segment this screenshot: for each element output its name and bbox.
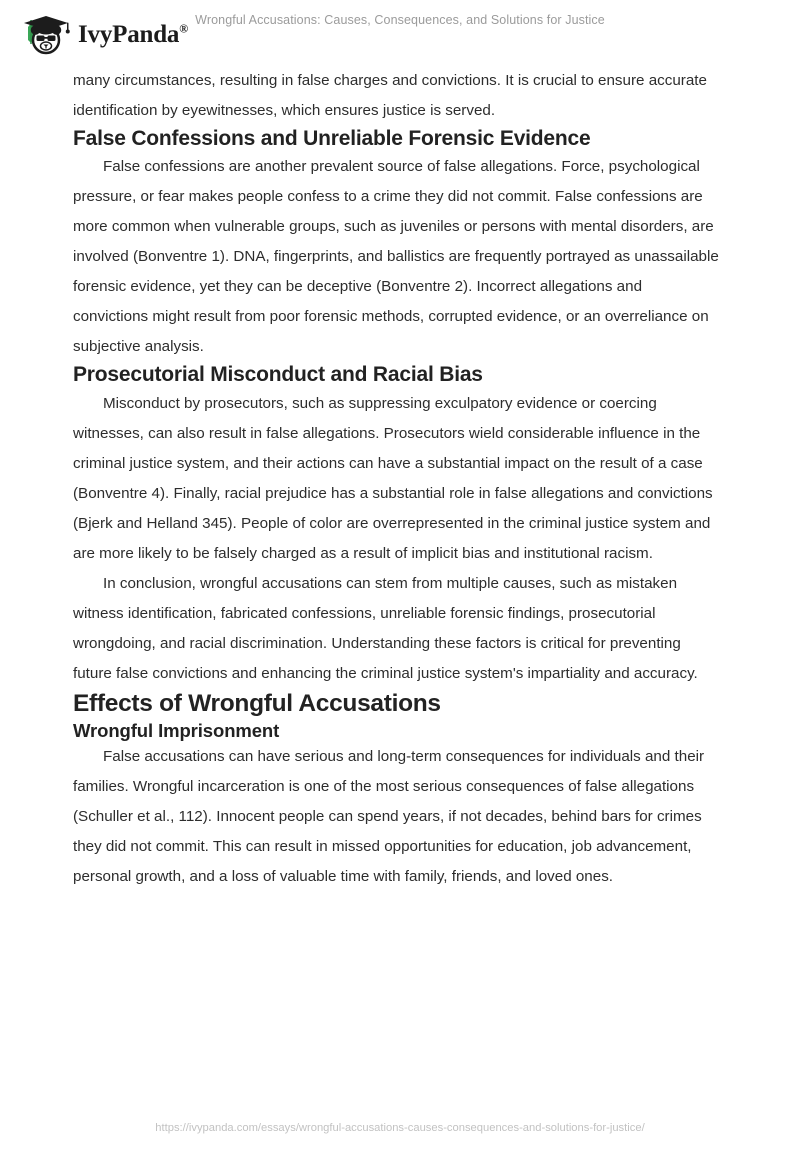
paragraph-prosecutorial-misconduct: Misconduct by prosecutors, such as suppressing exculpatory evidence or coercing witnesses, can also result in false allegations. Prosecutors wield considerable influence in the criminal justice system, and their actions can have a substantial impact on the result of a case (Bonventre 4). Finally, racial prejudice has a substantial role in false allegations and convictions (Bjerk and Helland 345). People of color are overrepresented in the criminal justice system and are more likely to be falsely charged as a result of implicit bias and institutional racism. xyxy=(73,394,713,562)
document-title-header: Wrongful Accusations: Causes, Consequences, and Solutions for Justice xyxy=(195,13,605,27)
heading-effects-of-wrongful-accusations: Effects of Wrongful Accusations xyxy=(73,689,441,717)
source-url-link[interactable]: https://ivypanda.com/essays/wrongful-accusations-causes-consequences-and-solutions-for-justice/ xyxy=(155,1122,645,1134)
heading-wrongful-imprisonment: Wrongful Imprisonment xyxy=(73,720,280,742)
registered-trademark-icon: ® xyxy=(179,21,188,36)
page-header xyxy=(0,0,800,62)
heading-prosecutorial-misconduct: Prosecutorial Misconduct and Racial Bias xyxy=(73,363,483,387)
paragraph-wrongful-imprisonment: False accusations can have serious and long-term consequences for individuals and their families. Wrongful incarceration is one of the most serious consequences of false allegations (Schuller et al., 112). Innocent people can spend years, if not decades, behind bars for crimes they did not commit. This can result in missed opportunities for education, job advancement, personal growth, and a loss of valuable time with family, friends, and loved ones. xyxy=(73,748,705,886)
brand-name: IvyPanda® xyxy=(78,20,188,48)
page-footer xyxy=(0,1114,800,1160)
paragraph-false-confessions: False confessions are another prevalent source of false allegations. Force, psychological pressure, or fear makes people confess to a crime they did not commit. False confessions are more common when vulnerable groups, such as juveniles or persons with mental disorders, are involved (Bonventre 1). DNA, fingerprints, and ballistics are frequently portrayed as unassailable forensic evidence, yet they can be deceptive (Bonventre 2). Incorrect allegations and convictions might result from poor forensic methods, corrupted evidence, or an overreliance on subjective analysis. xyxy=(73,158,719,356)
document-body xyxy=(73,66,719,892)
paragraph-conclusion-causes: In conclusion, wrongful accusations can stem from multiple causes, such as mistaken witness identification, fabricated confessions, unreliable forensic findings, prosecutorial wrongdoing, and racial discrimination. Understanding these factors is critical for preventing future false convictions and enhancing the criminal justice system's impartiality and accuracy. xyxy=(73,574,698,682)
paragraph-continuation: many circumstances, resulting in false charges and convictions. It is crucial to ensure accurate identification by eyewitnesses, which ensures justice is served. xyxy=(73,72,707,119)
heading-false-confessions: False Confessions and Unreliable Forensic Evidence xyxy=(73,127,591,150)
